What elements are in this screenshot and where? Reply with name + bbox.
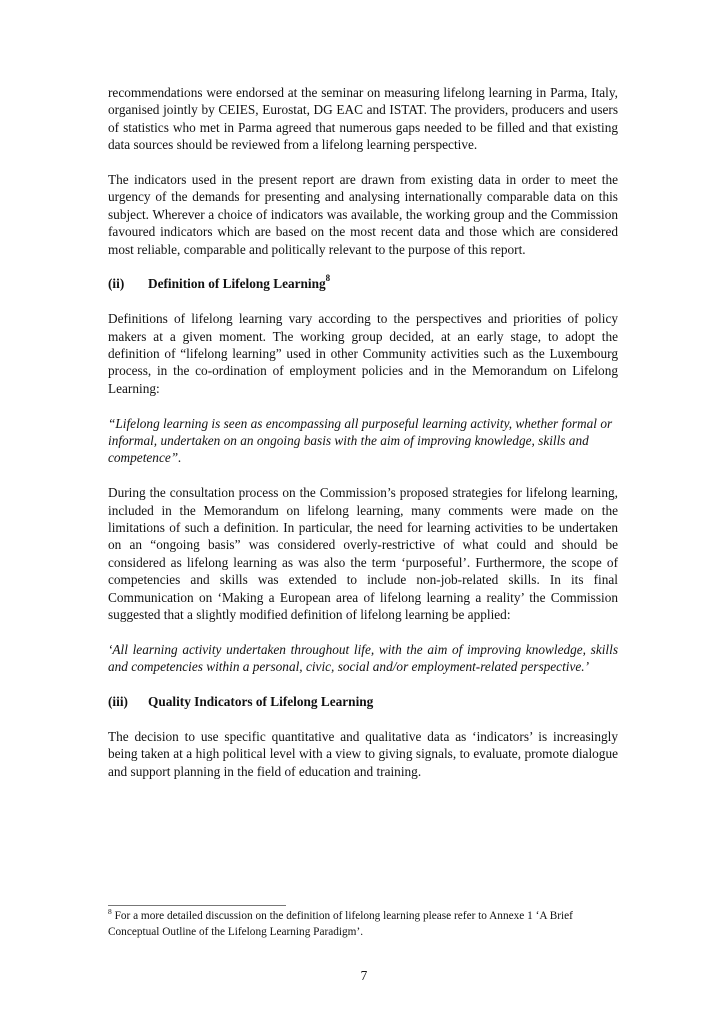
footnote bbox=[108, 909, 618, 940]
paragraph-consultation: During the consultation process on the Commission’s proposed strategies for lifelong learning, included in the Memorandum on lifelong learning, many comments were made on the limitations of such a definition. In particular, the need for learning activities to be undertaken on an “ongoing basis” was considered overly-restrictive of what could and should be considered as lifelong learning as was also the term ‘purposeful’. Furthermore, the scope of competencies and skills was extended to include non-job-related skills. In its final Communication on ‘Making a European area of lifelong learning a reality’ the Commission suggested that a slightly modified definition of lifelong learning be applied: bbox=[108, 485, 618, 623]
section-title: Quality Indicators of Lifelong Learning bbox=[148, 694, 374, 710]
section-heading-quality bbox=[108, 693, 618, 710]
page-body bbox=[108, 84, 618, 780]
page-number: 7 bbox=[360, 968, 368, 983]
paragraph-definitions: Definitions of lifelong learning vary according to the perspectives and priorities of policy makers at a given moment. The working group decided, at an early stage, to adopt the definition of “lifelong learning” used in other Community activities such as the Luxembourg process, in the co-ordination of employment policies and in the Memorandum on Lifelong Learning: bbox=[108, 311, 618, 396]
footnote-text: For a more detailed discussion on the definition of lifelong learning please refer to Annexe 1 ‘A Brief Conceptual Outline of the Lifelong Learning Paradigm’. bbox=[108, 910, 573, 938]
footnote-reference: 8 bbox=[325, 273, 331, 284]
quote-definition-modified: ‘All learning activity undertaken throughout life, with the aim of improving knowledge, skills and competencies within a personal, civic, social and/or employment-related perspective.’ bbox=[108, 641, 618, 675]
paragraph-decision: The decision to use specific quantitative and qualitative data as ‘indicators’ is increasingly being taken at a high political level with a view to giving signals, to evaluate, promote dialogue and support planning in the field of education and training. bbox=[108, 728, 618, 779]
section-number: (iii) bbox=[108, 694, 128, 710]
paragraph-parma-seminar: recommendations were endorsed at the seminar on measuring lifelong learning in Parma, Italy, organised jointly by CEIES, Eurostat, DG EAC and ISTAT. The providers, producers and users of statistics who met in Parma agreed that numerous gaps needed to be filled and that existing data sources should be reviewed from a lifelong learning perspective. bbox=[108, 85, 618, 153]
paragraph-indicators: The indicators used in the present report are drawn from existing data in order to meet the urgency of the demands for presenting and analysing internationally comparable data on this subject. Wherever a choice of indicators was available, the working group and the Commission favoured indicators which are based on the most recent data and those which are considered most reliable, comparable and politically relevant to the purpose of this report. bbox=[108, 172, 618, 257]
quote-definition-original: “Lifelong learning is seen as encompassing all purposeful learning activity, whether formal or informal, undertaken on an ongoing basis with the aim of improving knowledge, skills and competence”. bbox=[108, 415, 613, 466]
footnote-mark: 8 bbox=[108, 907, 112, 916]
section-title: Definition of Lifelong Learning bbox=[148, 276, 326, 292]
section-number: (ii) bbox=[108, 276, 125, 292]
footnote-divider bbox=[108, 905, 286, 906]
section-heading-definition bbox=[108, 275, 618, 292]
